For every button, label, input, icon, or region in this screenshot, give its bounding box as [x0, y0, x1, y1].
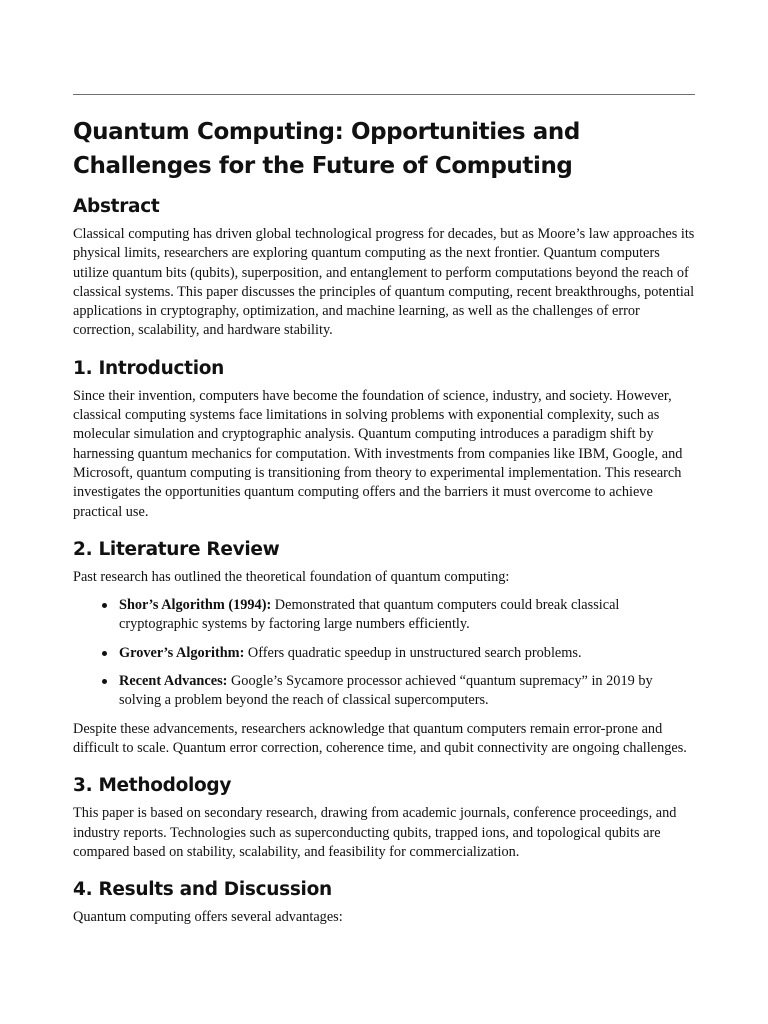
list-item-term: Recent Advances:	[119, 673, 228, 690]
abstract-section	[73, 195, 695, 341]
list-item-term: Grover’s Algorithm:	[119, 644, 245, 661]
literature-review-list	[73, 596, 695, 710]
introduction-section	[73, 357, 695, 522]
introduction-heading: 1. Introduction	[73, 357, 225, 379]
bullet-icon	[102, 603, 107, 608]
literature-review-section	[73, 538, 695, 758]
methodology-body: This paper is based on secondary research, drawing from academic journals, conference proceedings, and industry reports. Technologies such as superconducting qubits, trapped ions, and topological qubits are compared based on stability, scalability, and feasibility for commercialization.	[73, 805, 677, 860]
list-item-text: Demonstrated that quantum computers could break classical cryptographic systems by factoring large numbers efficiently.	[119, 597, 620, 633]
list-item-text: Google’s Sycamore processor achieved “quantum supremacy” in 2019 by solving a problem beyond the reach of classical supercomputers.	[119, 673, 653, 709]
bullet-icon	[102, 679, 107, 684]
results-body: Quantum computing offers several advantages:	[73, 909, 343, 926]
literature-review-intro: Past research has outlined the theoretical foundation of quantum computing:	[73, 568, 510, 585]
introduction-body: Since their invention, computers have become the foundation of science, industry, and society. However, classical computing systems face limitations in solving problems with exponential complexity, such as molecular simulation and cryptographic analysis. Quantum computing introduces a paradigm shift by harnessing quantum mechanics for computation. With investments from companies like IBM, Google, and Microsoft, quantum computing is transitioning from theory to experimental implementation. This research investigates the opportunities quantum computing offers and the barriers it must overcome to achieve practical use.	[73, 387, 683, 520]
results-heading: 4. Results and Discussion	[73, 879, 332, 901]
list-item-text: Offers quadratic speedup in unstructured search problems.	[247, 644, 582, 661]
results-section	[73, 878, 695, 927]
list-item	[73, 596, 695, 635]
abstract-body: Classical computing has driven global technological progress for decades, but as Moore’s law approaches its physical limits, researchers are exploring quantum computing as the next frontier. Quantum computers utilize quantum bits (qubits), superposition, and entanglement to perform computations beyond the reach of classical systems. This paper discusses the principles of quantum computing, recent breakthroughs, potential applications in cryptography, optimization, and machine learning, as well as the challenges of error correction, scalability, and hardware stability.	[73, 226, 695, 339]
abstract-heading: Abstract	[73, 196, 160, 217]
methodology-section	[73, 774, 695, 862]
literature-review-heading: 2. Literature Review	[73, 538, 280, 560]
list-item-term: Shor’s Algorithm (1994):	[119, 597, 272, 614]
document-page	[73, 94, 695, 941]
document-title: Quantum Computing: Opportunities and Challenges for the Future of Computing	[73, 119, 580, 179]
bullet-icon	[102, 651, 107, 656]
top-divider	[73, 94, 695, 95]
list-item	[73, 672, 695, 711]
literature-review-closing: Despite these advancements, researchers acknowledge that quantum computers remain error-prone and difficult to scale. Quantum error correction, coherence time, and qubit connectivity are ongoing challenges.	[73, 720, 687, 756]
methodology-heading: 3. Methodology	[73, 775, 232, 797]
list-item	[73, 644, 695, 663]
